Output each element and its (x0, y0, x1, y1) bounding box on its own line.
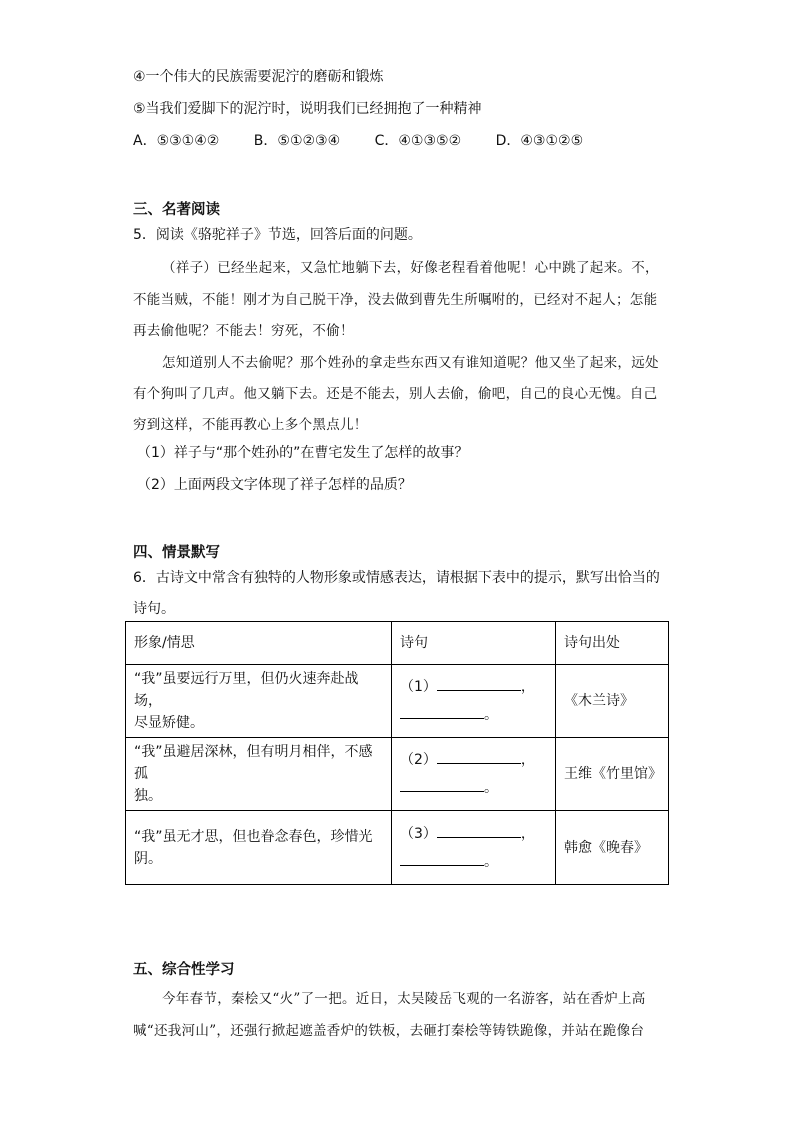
verse-cell: （2） ， 。 (392, 738, 556, 811)
source-cell: 韩愈《晚春》 (556, 811, 669, 885)
question-6-line1: 6．古诗文中常含有独特的人物形象或情感表达，请根据下表中的提示，默写出恰当的 (133, 570, 660, 586)
passage-line: （祥子）已经坐起来，又急忙地躺下去，好像老程看着他呢！心中跳了起来。不， (162, 260, 659, 276)
answer-blank[interactable] (437, 676, 521, 691)
source-cell: 《木兰诗》 (556, 665, 669, 738)
passage-line: 不能当贼，不能！刚才为自己脱干净，没去做到曹先生所嘱咐的，已经对不起人；怎能 (133, 292, 658, 308)
image-cell: “我”虽无才思，但也眷念春色，珍惜光阴。 (126, 811, 392, 885)
table-header-row (126, 622, 669, 665)
section-4-heading: 四、情景默写 (133, 545, 220, 561)
section-5-heading: 五、综合性学习 (133, 962, 235, 978)
answer-blank[interactable] (400, 777, 484, 792)
table-row (126, 665, 669, 738)
header-cell: 诗句出处 (556, 622, 669, 665)
passage-line: 喊“还我河山”，还强行掀起遮盖香炉的铁板，去砸打秦桧等铸铁跪像，并站在跪像台 (133, 1023, 645, 1039)
sentence-4: ④一个伟大的民族需要泥泞的磨砺和锻炼 (133, 69, 384, 85)
header-cell: 形象/情思 (126, 622, 392, 665)
answer-blank[interactable] (437, 749, 521, 764)
passage-line: 有个狗叫了几声。他又躺下去。还是不能去，别人去偷，偷吧，自己的良心无愧。自己 (133, 386, 658, 402)
passage-line: 穷到这样，不能再教心上多个黑点儿！ (133, 417, 368, 433)
option-a: A．⑤③①④② (133, 133, 220, 149)
header-cell: 诗句 (392, 622, 556, 665)
answer-blank[interactable] (400, 851, 484, 866)
sub-question-1: （1）祥子与“那个姓孙的”在曹宅发生了怎样的故事？ (137, 445, 469, 461)
passage-line: 怎知道别人不去偷呢？那个姓孙的拿走些东西又有谁知道呢？他又坐了起来，远处 (162, 355, 659, 371)
passage-line: 今年春节，秦桧又“火”了一把。近日，太吴陵岳飞观的一名游客，站在香炉上高 (162, 991, 646, 1007)
table-row (126, 811, 669, 885)
question-6-line2: 诗句。 (133, 601, 175, 617)
answer-blank[interactable] (400, 704, 484, 719)
answer-options (133, 130, 613, 150)
option-d: D．④③①②⑤ (495, 133, 584, 149)
question-5: 5．阅读《骆驼祥子》节选，回答后面的问题。 (133, 227, 422, 243)
option-c: C．④①③⑤② (374, 133, 462, 149)
verse-cell: （3） ， 。 (392, 811, 556, 885)
image-cell: “我”虽避居深林，但有明月相伴，不感孤 独。 (126, 738, 392, 811)
verse-cell: （1） ， 。 (392, 665, 556, 738)
table-row (126, 738, 669, 811)
sentence-5: ⑤当我们爱脚下的泥泞时，说明我们已经拥抱了一种精神 (133, 101, 482, 117)
option-b: B．⑤①②③④ (253, 133, 341, 149)
source-cell: 王维《竹里馆》 (556, 738, 669, 811)
section-3-heading: 三、名著阅读 (133, 202, 220, 218)
sub-question-2: （2）上面两段文字体现了祥子怎样的品质？ (137, 477, 412, 493)
poem-table (125, 621, 669, 885)
passage-line: 再去偷他呢？不能去！穷死，不偷！ (133, 323, 354, 339)
answer-blank[interactable] (437, 823, 521, 838)
image-cell: “我”虽要远行万里，但仍火速奔赴战场， 尽显矫健。 (126, 665, 392, 738)
